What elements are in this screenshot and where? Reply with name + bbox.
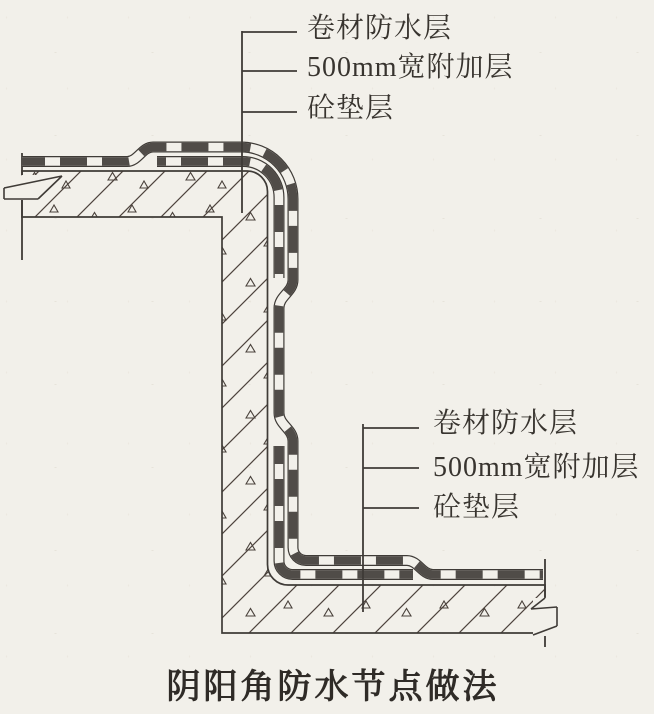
label-top-concrete-cushion: 砼垫层	[307, 93, 395, 124]
break-mark-right	[531, 598, 560, 636]
label-bottom-additional-layer: 500mm宽附加层	[433, 452, 640, 483]
label-top-additional-layer: 500mm宽附加层	[307, 52, 514, 83]
label-bottom-concrete-cushion: 砼垫层	[433, 492, 521, 523]
drawing-title: 阴阳角防水节点做法	[166, 669, 500, 706]
leader-lines-bottom	[363, 424, 419, 612]
label-bottom-membrane: 卷材防水层	[433, 408, 579, 439]
label-top-membrane: 卷材防水层	[307, 13, 453, 44]
